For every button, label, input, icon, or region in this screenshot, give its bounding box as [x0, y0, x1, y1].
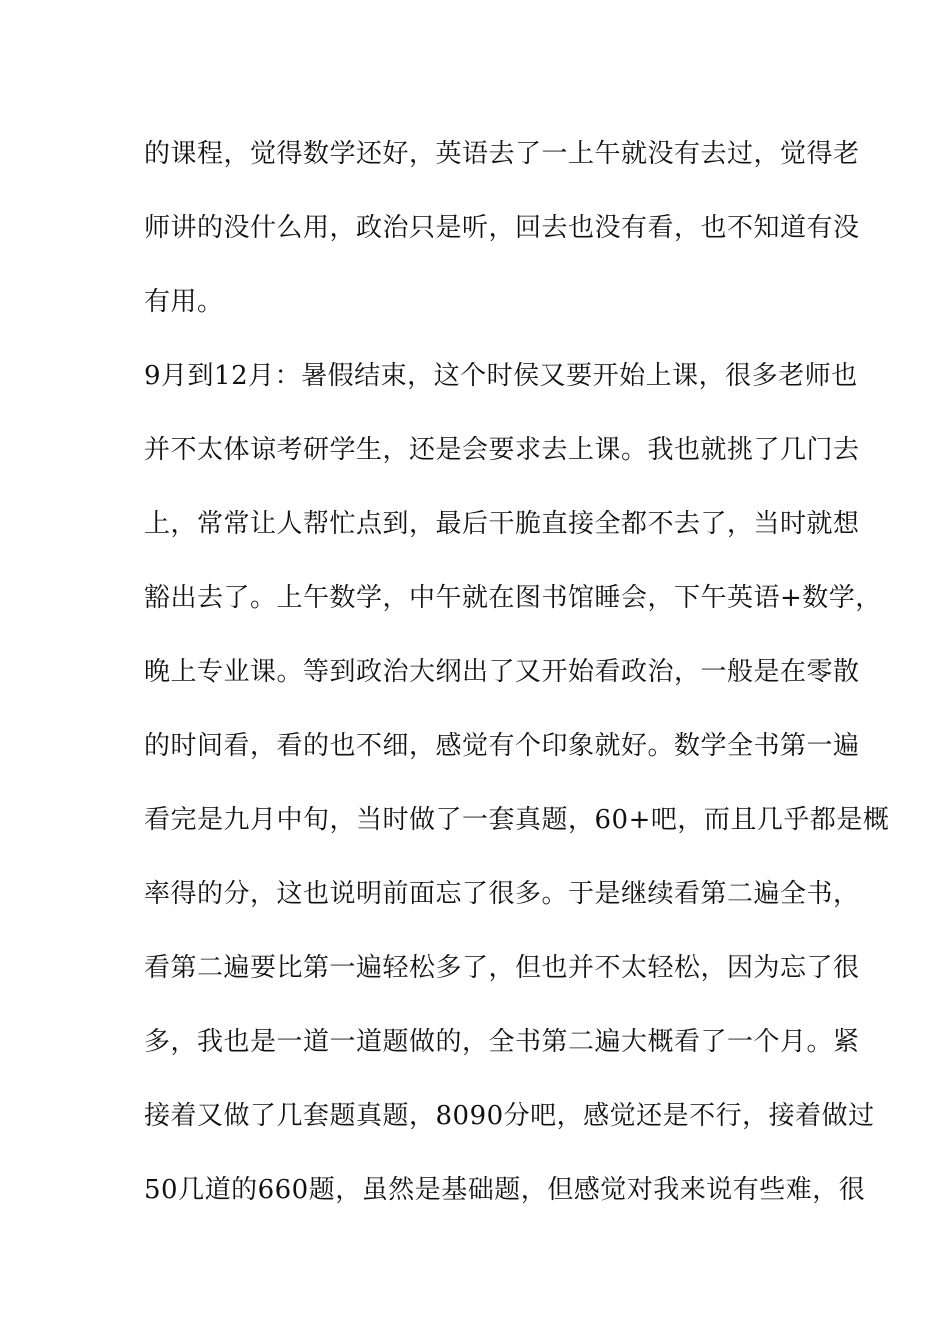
text-line: 晚上专业课。等到政治大纲出了又开始看政治，一般是在零散: [144, 657, 860, 687]
text-line: 50几道的660题，虽然是基础题，但感觉对我来说有些难，很: [144, 1175, 866, 1205]
text-line: 接着又做了几套题真题，8090分吧，感觉还是不行，接着做过: [144, 1101, 875, 1131]
text-line: 看完是九月中旬，当时做了一套真题，60+吧，而且几乎都是概: [144, 805, 890, 835]
text-line: 有用。: [144, 287, 224, 317]
text-line: 豁出去了。上午数学，中午就在图书馆睡会，下午英语+数学，: [144, 583, 882, 613]
body-text: [144, 132, 890, 1242]
text-line: 多，我也是一道一道题做的，全书第二遍大概看了一个月。紧: [144, 1027, 860, 1057]
text-line: 率得的分，这也说明前面忘了很多。于是继续看第二遍全书，: [144, 879, 860, 909]
text-line: 9月到12月：暑假结束，这个时侯又要开始上课，很多老师也: [144, 361, 858, 391]
text-line: 师讲的没什么用，政治只是听，回去也没有看，也不知道有没: [144, 213, 860, 243]
text-line: 并不太体谅考研学生，还是会要求去上课。我也就挑了几门去: [144, 435, 860, 465]
text-line: 的时间看，看的也不细，感觉有个印象就好。数学全书第一遍: [144, 731, 860, 761]
text-line: 看第二遍要比第一遍轻松多了，但也并不太轻松，因为忘了很: [144, 953, 860, 983]
text-line: 上，常常让人帮忙点到，最后干脆直接全都不去了，当时就想: [144, 509, 860, 539]
text-line: 的课程，觉得数学还好，英语去了一上午就没有去过，觉得老: [144, 139, 860, 169]
